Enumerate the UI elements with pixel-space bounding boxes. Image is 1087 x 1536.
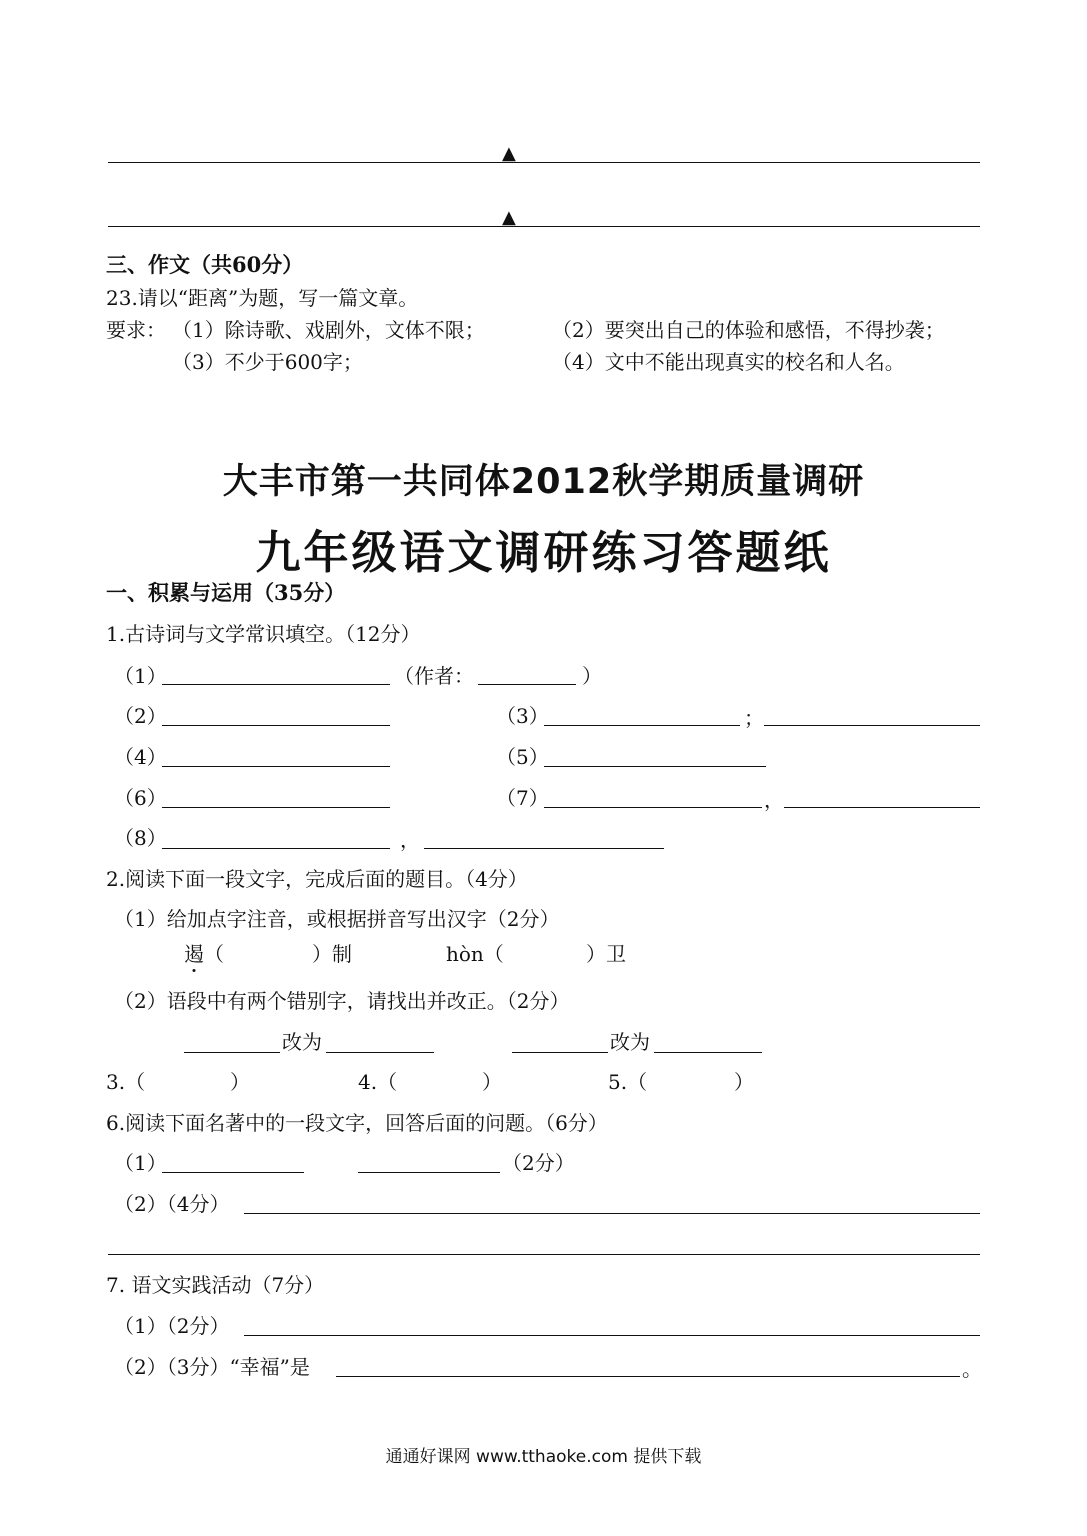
- q6-item-1-label: （1）: [114, 1151, 167, 1175]
- answer-line-top-2: [108, 226, 980, 227]
- q2-char-paren-close: ）制: [312, 942, 352, 966]
- marker-triangle-2: ▲: [502, 207, 516, 228]
- q4-label: 4.（: [358, 1070, 398, 1094]
- q1-item-8-blank-b[interactable]: [424, 848, 664, 849]
- q7-item-1-blank[interactable]: [244, 1335, 980, 1336]
- q3-paren-close: ）: [230, 1070, 250, 1094]
- q7-item-2-label: （2）（3分）“幸福”是: [114, 1355, 310, 1379]
- q2-change-to-1: 改为: [282, 1030, 322, 1054]
- q1-author-close: ）: [582, 664, 602, 688]
- q1-item-5-blank[interactable]: [544, 766, 766, 767]
- q1-item-3-blank-b[interactable]: [764, 725, 980, 726]
- q2-pinyin-close: ）卫: [586, 942, 626, 966]
- q7-item-2-blank[interactable]: [336, 1376, 960, 1377]
- q2-wrong-1-blank[interactable]: [184, 1052, 280, 1053]
- q1-item-2-blank[interactable]: [162, 725, 390, 726]
- composition-req-2: （2）要突出自己的体验和感悟，不得抄袭；: [552, 318, 945, 342]
- q6-item-1-blank-a[interactable]: [162, 1172, 304, 1173]
- composition-req-label: 要求：: [106, 318, 166, 342]
- q5-paren-close: ）: [734, 1070, 754, 1094]
- q1-item-5-label: （5）: [496, 745, 549, 769]
- composition-heading: 三、作文（共60分）: [106, 252, 304, 277]
- q2-correct-1-blank[interactable]: [326, 1052, 434, 1053]
- q1-item-6-label: （6）: [114, 786, 167, 810]
- page-footer: 通通好课网 www.tthaoke.com 提供下载: [385, 1447, 702, 1467]
- q1-item-2-label: （2）: [114, 704, 167, 728]
- composition-question: 23.请以“距离”为题，写一篇文章。: [106, 286, 419, 310]
- q1-item-3-blank-a[interactable]: [544, 725, 740, 726]
- q2-wrong-2-blank[interactable]: [512, 1052, 608, 1053]
- q1-item-3-label: （3）: [496, 704, 549, 728]
- q1-item-1-label: （1）: [114, 664, 167, 688]
- marker-triangle-1: ▲: [502, 143, 516, 164]
- q2-correct-2-blank[interactable]: [654, 1052, 762, 1053]
- q2-char-paren-open: （: [204, 942, 224, 966]
- q1-item-4-label: （4）: [114, 745, 167, 769]
- q6-item-2-label: （2）（4分）: [114, 1192, 230, 1216]
- q7-label: 7. 语文实践活动（7分）: [106, 1273, 325, 1297]
- composition-req-1: （1）除诗歌、戏剧外，文体不限；: [172, 318, 485, 342]
- composition-req-4: （4）文中不能出现真实的校名和人名。: [552, 350, 905, 374]
- q1-item-7-blank-a[interactable]: [544, 807, 762, 808]
- q7-item-2-period: 。: [962, 1357, 982, 1381]
- q1-author-blank[interactable]: [478, 684, 576, 685]
- q1-item-3-semicolon: ；: [744, 706, 764, 730]
- q2-dotted-char: 遏: [184, 942, 204, 966]
- q6-item-2-blank-b[interactable]: [108, 1254, 980, 1255]
- q7-item-1-label: （1）（2分）: [114, 1314, 230, 1338]
- q1-item-7-blank-b[interactable]: [784, 807, 980, 808]
- q1-author-open: （作者：: [394, 664, 474, 688]
- q2-change-to-2: 改为: [610, 1030, 650, 1054]
- sheet-subtitle: 九年级语文调研练习答题纸: [255, 526, 832, 579]
- q1-label: 1.古诗词与文学常识填空。（12分）: [106, 622, 421, 646]
- q2-sub1: （1）给加点字注音，或根据拼音写出汉字（2分）: [114, 907, 560, 931]
- q6-item-1-blank-b[interactable]: [358, 1172, 500, 1173]
- q3-label: 3.（: [106, 1070, 146, 1094]
- answer-line-top-1: [108, 162, 980, 163]
- q1-item-7-comma: ，: [764, 788, 784, 812]
- q1-item-4-blank[interactable]: [162, 766, 390, 767]
- q1-item-8-comma: ，: [400, 828, 420, 852]
- q1-item-6-blank[interactable]: [162, 807, 390, 808]
- q1-item-8-label: （8）: [114, 826, 167, 850]
- q4-paren-close: ）: [482, 1070, 502, 1094]
- q6-item-2-blank-a[interactable]: [244, 1213, 980, 1214]
- q2-pinyin: hòn（: [446, 942, 504, 966]
- q5-label: 5.（: [608, 1070, 648, 1094]
- composition-req-3: （3）不少于600字；: [172, 350, 363, 374]
- q1-item-8-blank-a[interactable]: [162, 848, 390, 849]
- q6-item-1-score: （2分）: [502, 1151, 575, 1175]
- sheet-title: 大丰市第一共同体2012秋学期质量调研: [222, 462, 865, 502]
- part1-heading: 一、积累与运用（35分）: [106, 580, 346, 605]
- q1-item-1-blank[interactable]: [162, 684, 390, 685]
- q6-label: 6.阅读下面名著中的一段文字，回答后面的问题。（6分）: [106, 1111, 608, 1135]
- q1-item-7-label: （7）: [496, 786, 549, 810]
- q2-label: 2.阅读下面一段文字，完成后面的题目。（4分）: [106, 867, 528, 891]
- q2-sub2: （2）语段中有两个错别字，请找出并改正。（2分）: [114, 989, 570, 1013]
